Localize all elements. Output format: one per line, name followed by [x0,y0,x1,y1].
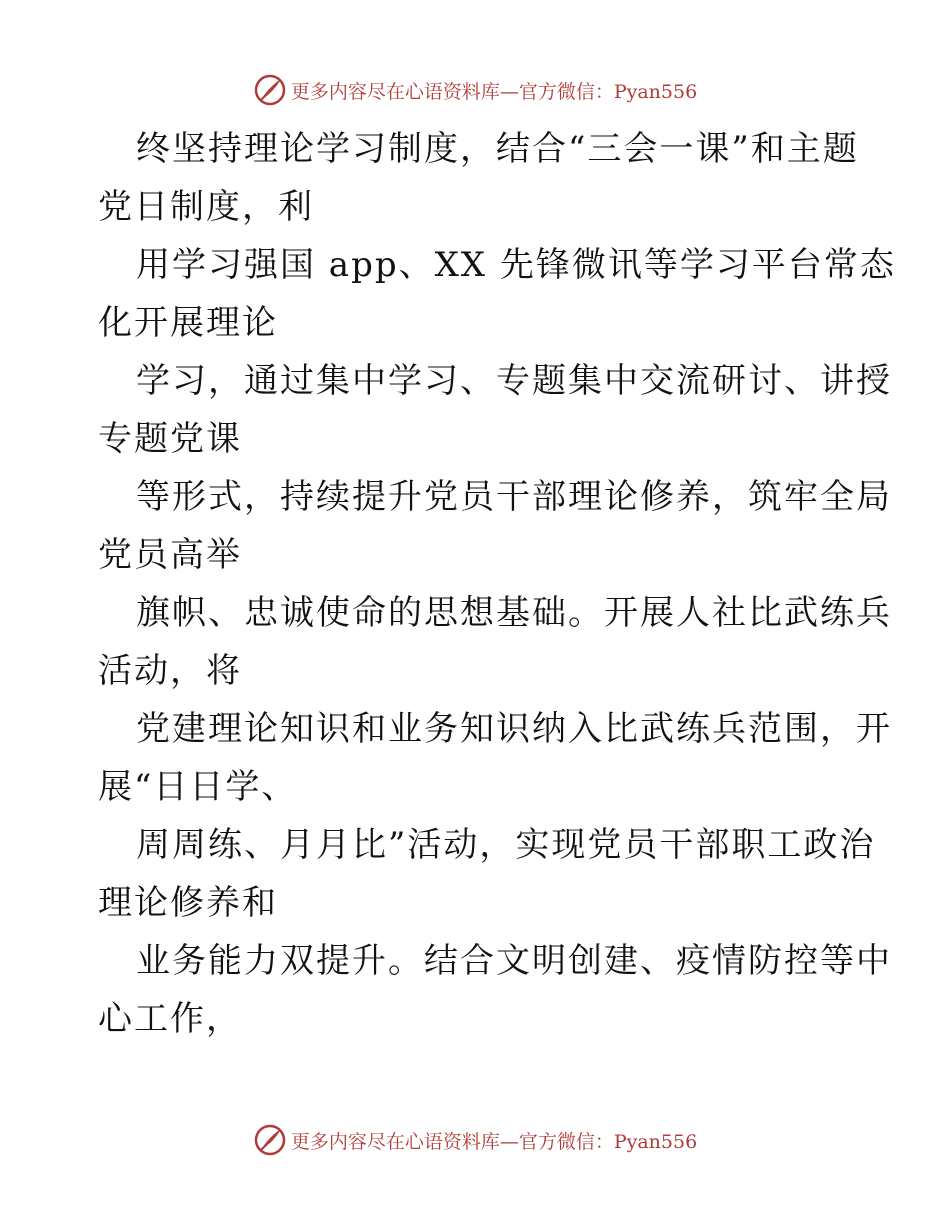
paragraph-line: 党日制度，利 [98,187,314,227]
paragraph [98,352,892,468]
paragraph-line: 学习，通过集中学习、专题集中交流研讨、讲授 [136,361,892,401]
document-body [98,120,896,1048]
paragraph-line: 心工作， [98,999,242,1039]
paragraph [98,816,876,932]
paragraph-line: 周周练、月月比”活动，实现党员干部职工政治 [136,825,876,865]
paragraph-line: 等形式，持续提升党员干部理论修养，筑牢全局 [136,477,892,517]
paragraph-line: 党建理论知识和业务知识纳入比武练兵范围，开 [136,709,892,749]
paragraph-line: 终坚持理论学习制度，结合“三会一课”和主题 [136,129,859,169]
feather-pen-logo-icon [253,1123,287,1157]
header-banner-text: 更多内容尽在心语资料库—官方微信：Pyan556 [290,80,698,103]
paragraph [98,120,858,236]
feather-pen-logo-icon [253,73,287,107]
paragraph-line: 党员高举 [98,535,242,575]
paragraph-line: 理论修养和 [98,883,278,923]
paragraph-line: 业务能力双提升。结合文明创建、疫情防控等中 [136,941,892,981]
paragraph [98,584,892,700]
header-banner [0,72,950,108]
paragraph [98,700,892,816]
paragraph [98,236,896,352]
footer-banner [0,1122,950,1158]
paragraph-line: 专题党课 [98,419,242,459]
paragraph [98,932,892,1048]
paragraph-line: 化开展理论 [98,303,278,343]
paragraph-line: 展“日日学、 [98,767,298,807]
paragraph [98,468,892,584]
footer-banner-text: 更多内容尽在心语资料库—官方微信：Pyan556 [290,1130,698,1153]
paragraph-line: 旗帜、忠诚使命的思想基础。开展人社比武练兵 [136,593,892,633]
paragraph-line: 活动，将 [98,651,242,691]
paragraph-line: 用学习强国 app、XX 先锋微讯等学习平台常态 [136,245,896,285]
